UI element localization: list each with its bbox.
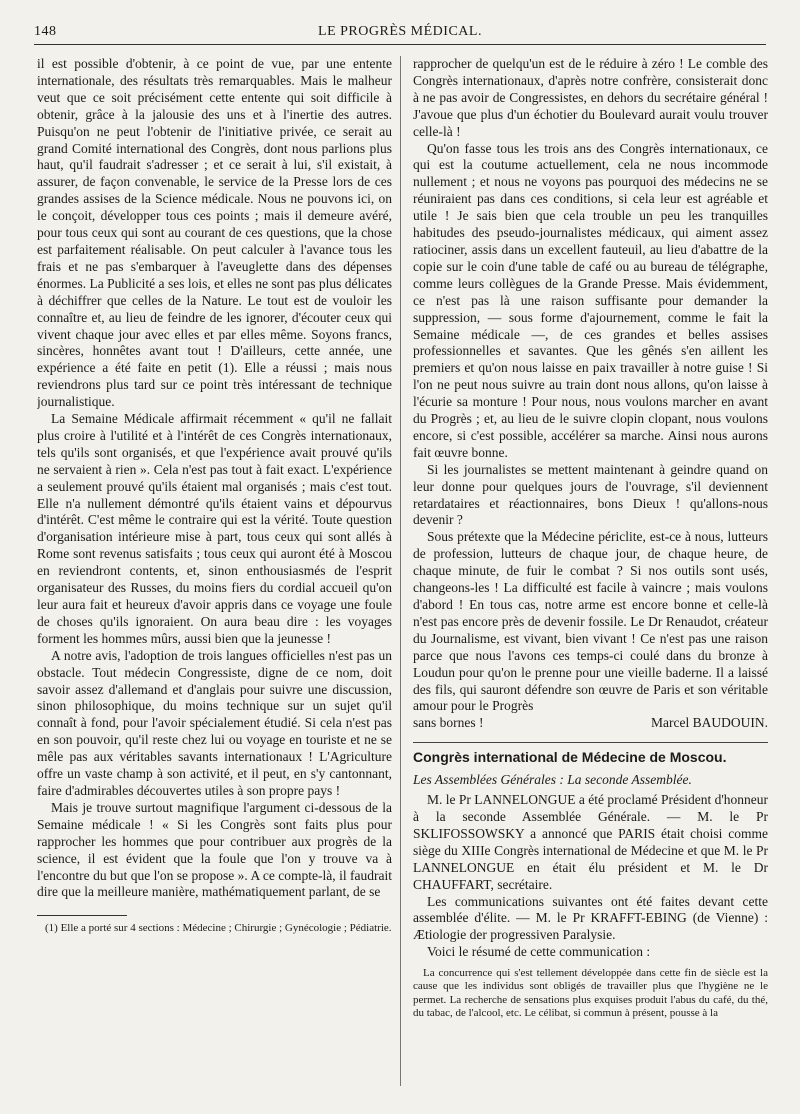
page-header — [34, 22, 766, 45]
right-column — [413, 56, 768, 1091]
article-paragraph: Si les journalistes se mettent maintenant à geindre quand on leur donne pour quelques jours de l'ouvrage, s'il deviennent retardataires et réactionnaires, bons Dieux ! qu'allons-nous devenir ? — [413, 461, 768, 528]
article-paragraph: rapprocher de quelqu'un est de le réduire à zéro ! Le comble des Congrès internationaux, d'après notre confrère, consisterait donc à ne pas avoir de Congressistes, en dehors du secrétaire général ! J'avoue que plus d'un échotier du Boulevard aurait voulu trouver celle-là ! — [413, 56, 768, 139]
signature-line — [413, 715, 768, 732]
page-number: 148 — [34, 24, 57, 39]
footnote: (1) Elle a porté sur 4 sections : Médecine ; Chirurgie ; Gynécologie ; Pédiatrie. — [45, 922, 392, 935]
article-paragraph: Sous prétexte que la Médecine périclite, est-ce à nous, lutteurs de profession, lutteurs de chaque jour, de chaque heure, de chaque minute, de fuir le combat ? Si nos outils sont usés, changeons-les ! La difficulté est facile à vaincre ; mais voulons d'abord ! En tous cas, notre arme est encore bonne et celle-là n'est pas encore près de devenir fossile. Le Dr Renaudot, créateur du Journalisme, est vivant, bien vivant ! Ce n'est pas une raison parce que nous l'avons ces temps-ci coulé dans du bronze à Loudun pour qu'on le prenne pour une vieille baderne. Il a laissé des fils, qui sauront défendre son œuvre de Paris et son véritable amour pour le Progrès — [413, 529, 768, 714]
article-paragraph: il est possible d'obtenir, à ce point de vue, par une entente internationale, des résultats très remarquables. Mais le malheur veut que ce soit précisément cette entente qui soit difficile à obtenir, grâce à la jalousie des uns et à l'inertie des autres. Puisqu'on ne peut l'obtenir de l'initiative privée, ce serait au grand Comité international des Congrès, dont nous parlions plus haut, qu'il faudrait s'adresser ; et ce serait à lui, s'il existait, à assurer, de façon convenable, le service de la Presse lors de ces grandes assises de la Science médicale. Nous ne pouvons ici, on le conçoit, développer tous ces points ; mais il demeure avéré, pour tous ceux qui sont au courant de ces questions, que la chose est parfaitement réalisable. On peut calculer à l'avance tous les frais et ne pas s'embarquer à l'aveuglette dans des dépenses énormes. La Publicité a ses lois, et elles ne sont pas plus délicates à déchiffrer que celles de la Nature. Le tout est de vouloir les connaître et, au lieu de feindre de les ignorer, d'écouter ceux qui vivent chaque jour avec elles et par elles même. Soyons francs, sincères, honnêtes avant tout ! D'ailleurs, cette année, une expérience a été faite en petit (1). Elle a réussi ; mais nous reviendrons plus tard sur ce point très intéressant de technique journalistique. — [37, 56, 392, 410]
article-paragraph: Qu'on fasse tous les trois ans des Congrès internationaux, ce qui est la coutume actuellement, cela ne nous incommode nullement ; et nous ne voyons pas pourquoi des médecins ne se réuniraient pas dans ces conditions, si cela leur est agréable et utile ! Je sais bien que cela trouble un peu les tranquilles habitudes des pseudo-journalistes médicaux, qui aiment assez ratiociner, assis dans un excellent fauteuil, au lieu d'abattre de la copie sur le coin d'une table de café ou au bureau de télégraphe, comme leurs collègues de la Grande Presse. Mais évidemment, ce n'est pas là une raison suffisante pour demander la suppression, — sous forme d'ajournement, comme le fait la Semaine médicale —, de ces grandes et belles assises professionnelles et savantes. Que les gênés s'en aillent les premiers et qu'on nous laisse en paix travailler à notre guise ! Si l'on ne peut nous suivre au train dont nous allons, qu'on laisse à l'écurie sa monture ! Pour nous, nous voulons marcher en avant du Progrès ; et, au lieu de le suivre clopin clopant, nous voulons encore, si c'est possible, accélérer sa marche. Ainsi nous aurons fait œuvre bonne. — [413, 140, 768, 460]
signature-lead: sans bornes ! — [413, 715, 484, 731]
summary-block — [413, 967, 768, 1020]
footnote-rule — [37, 915, 127, 916]
section-paragraph: M. le Pr LANNELONGUE a été proclamé Président d'honneur à la seconde Assemblée Générale. — M. le Pr SKLIFOSSOWSKY a annoncé que PARIS était choisi comme siège du XIIIe Congrès international de Médecine et que M. le Pr LANNELONGUE en était élu président et M. le Dr CHAUFFART, secrétaire. — [413, 792, 768, 892]
summary-text: La concurrence qui s'est tellement développée dans cette fin de siècle est la cause que les individus sont obligés de travailler plus que l'hygiène ne le permet. La recherche de sensations plus exquises produit l'abus du café, du thé, du tabac, de l'alcool, etc. Le célibat, si commun à présent, pousse à la — [413, 967, 768, 1019]
column-divider — [400, 56, 401, 1086]
journal-title: LE PROGRÈS MÉDICAL. — [318, 24, 482, 39]
section-subtitle: Les Assemblées Générales : La seconde Assemblée. — [413, 772, 692, 788]
article-paragraph: A notre avis, l'adoption de trois langues officielles n'est pas un obstacle. Tout médecin Congressiste, digne de ce nom, doit savoir assez d'allemand et d'anglais pour suivre une discussion, sinon philosophique, du moins technique sur un sujet qu'il connaît à fond, pour l'avoir spécialement étudié. Si cela n'est pas en son pouvoir, qu'il reste chez lui ou voyage en touriste et ne se mêle pas aux véritables savants internationaux ! L'Agriculture offre un vaste champ à son activité, et il peut, en s'y cantonnant, faire d'admirables découvertes utiles à son propre pays ! — [37, 647, 392, 798]
author-signature: Marcel BAUDOUIN. — [651, 715, 768, 731]
section-rule — [413, 742, 768, 743]
article-paragraph: La Semaine Médicale affirmait récemment « qu'il ne fallait plus croire à l'utilité et à l'intérêt de ces Congrès internationaux, tels qu'ils sont organisés, et que l'expérience avait prouvé qu'ils ne servaient à rien ». Cela n'est pas tout à fait exact. L'expérience a seulement prouvé qu'ils étaient mal organisés ; mais c'est tout. Elle n'a nullement démontré qu'ils étaient vains et dépourvus d'intérêt. C'est même le contraire qui est la vérité. Toute question d'organisation intérieure mise à part, tous ceux qui sont allés à Rome sont revenus satisfaits ; tous ceux qui auront été à Moscou en reviendront contents, et, sinon enthousiasmés de l'esprit organisateur des Russes, du moins fiers du cordial accueil qu'on leur aura fait et heureux d'avoir appris dans ce voyage une foule de choses qu'ils ignoraient. On aura beau dire : les voyages forment les hommes mûrs, aussi bien que la jeunesse ! — [37, 411, 392, 646]
section-paragraph: Voici le résumé de cette communication : — [427, 944, 651, 960]
section-heading: Congrès international de Médecine de Moscou. — [413, 749, 727, 766]
article-paragraph: Mais je trouve surtout magnifique l'argument ci-dessous de la Semaine médicale ! « Si les Congrès sont faits plus pour rapprocher les hommes que pour contribuer aux progrès de la science, il est évident que la foule que l'on y trouve va à l'encontre du but que l'on se propose ». A ce compte-là, il faudrait dire que la meilleure manière, mathématiquement parlant, de se — [37, 799, 392, 900]
section-paragraph: Les communications suivantes ont été faites devant cette assemblée d'élite. — M. le Pr KRAFFT-EBING (de Vienne) : Ætiologie der progressiven Paralysie. — [413, 893, 768, 943]
left-column — [37, 56, 392, 1091]
